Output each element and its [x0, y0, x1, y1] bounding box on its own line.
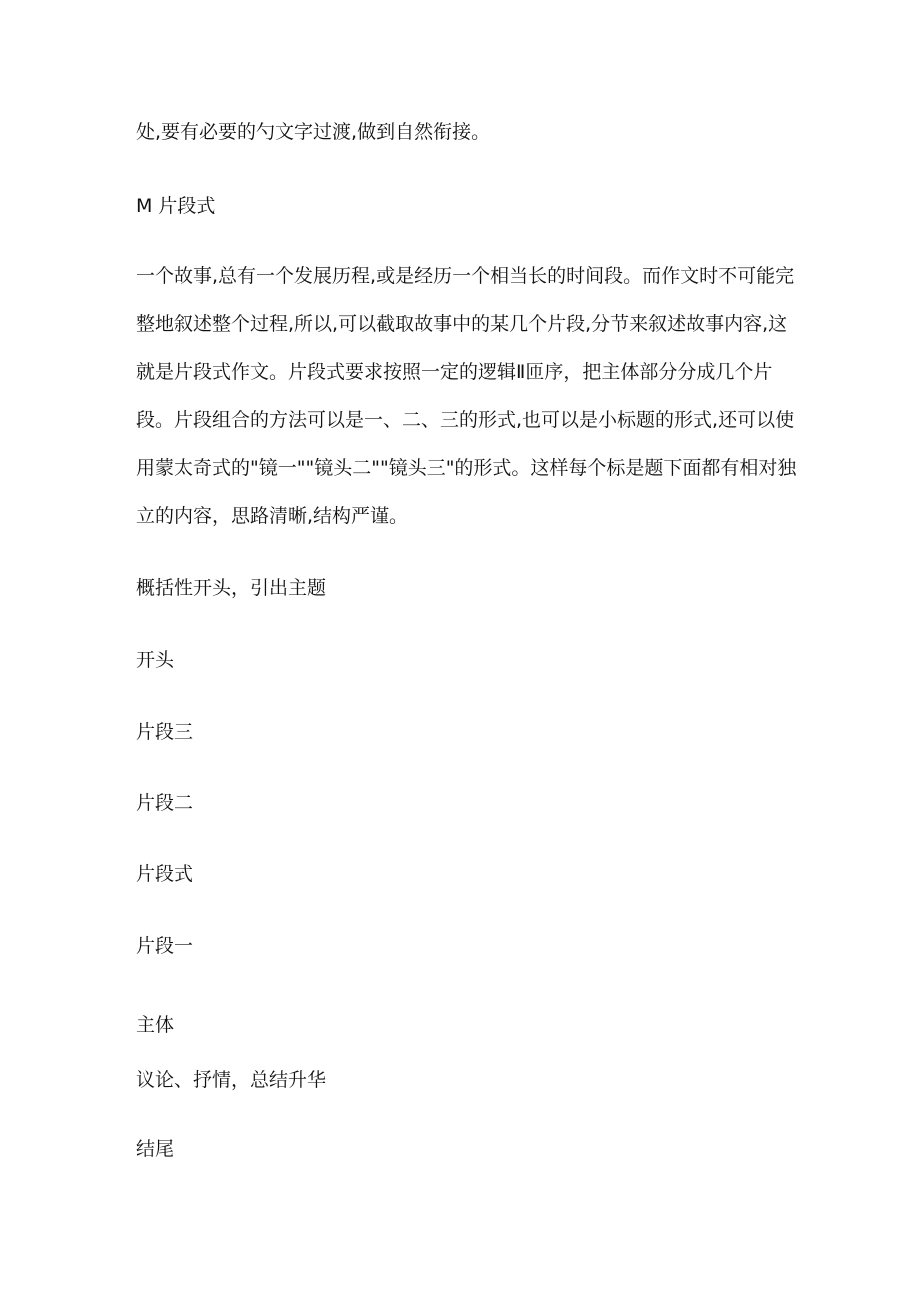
body-paragraph	[136, 252, 797, 540]
transition-sentence: 处,要有必要的勺文字过渡,做到自然衔接。	[136, 121, 491, 143]
paragraph-line: 整地叙述整个过程,所以,可以截取故事中的某几个片段,分节来叙述故事内容,这	[136, 313, 788, 335]
ending-label: 结尾	[136, 1138, 175, 1160]
conclusion-summary-label: 议论、抒情，总结升华	[136, 1069, 327, 1091]
paragraph-line: 用蒙太奇式的"镜一""镜头二""镜头三"的形式。这样每个标是题下面都有相对独	[136, 457, 797, 479]
opening-label: 开头	[136, 649, 175, 671]
segment-style-label: 片段式	[136, 863, 194, 885]
segment-one-label: 片段一	[136, 935, 194, 957]
segment-three-label: 片段三	[136, 721, 194, 743]
paragraph-line: 一个故事,总有一个发展历程,或是经历一个相当长的时间段。而作文时不可能完	[136, 265, 795, 287]
paragraph-line: 就是片段式作文。片段式要求按照一定的逻辑Ⅱ匝序，把主体部分分成几个片	[136, 361, 773, 383]
segment-two-label: 片段二	[136, 792, 194, 814]
paragraph-line: 立的内容，思路清晰,结构严谨。	[136, 505, 409, 527]
body-section-label: 主体	[136, 1014, 175, 1036]
intro-summary-label: 概括性开头，引出主题	[136, 577, 327, 599]
paragraph-line: 段。片段组合的方法可以是一、二、三的形式,也可以是小标题的形式,还可以使	[136, 409, 795, 431]
section-heading: M 片段式	[136, 195, 216, 217]
